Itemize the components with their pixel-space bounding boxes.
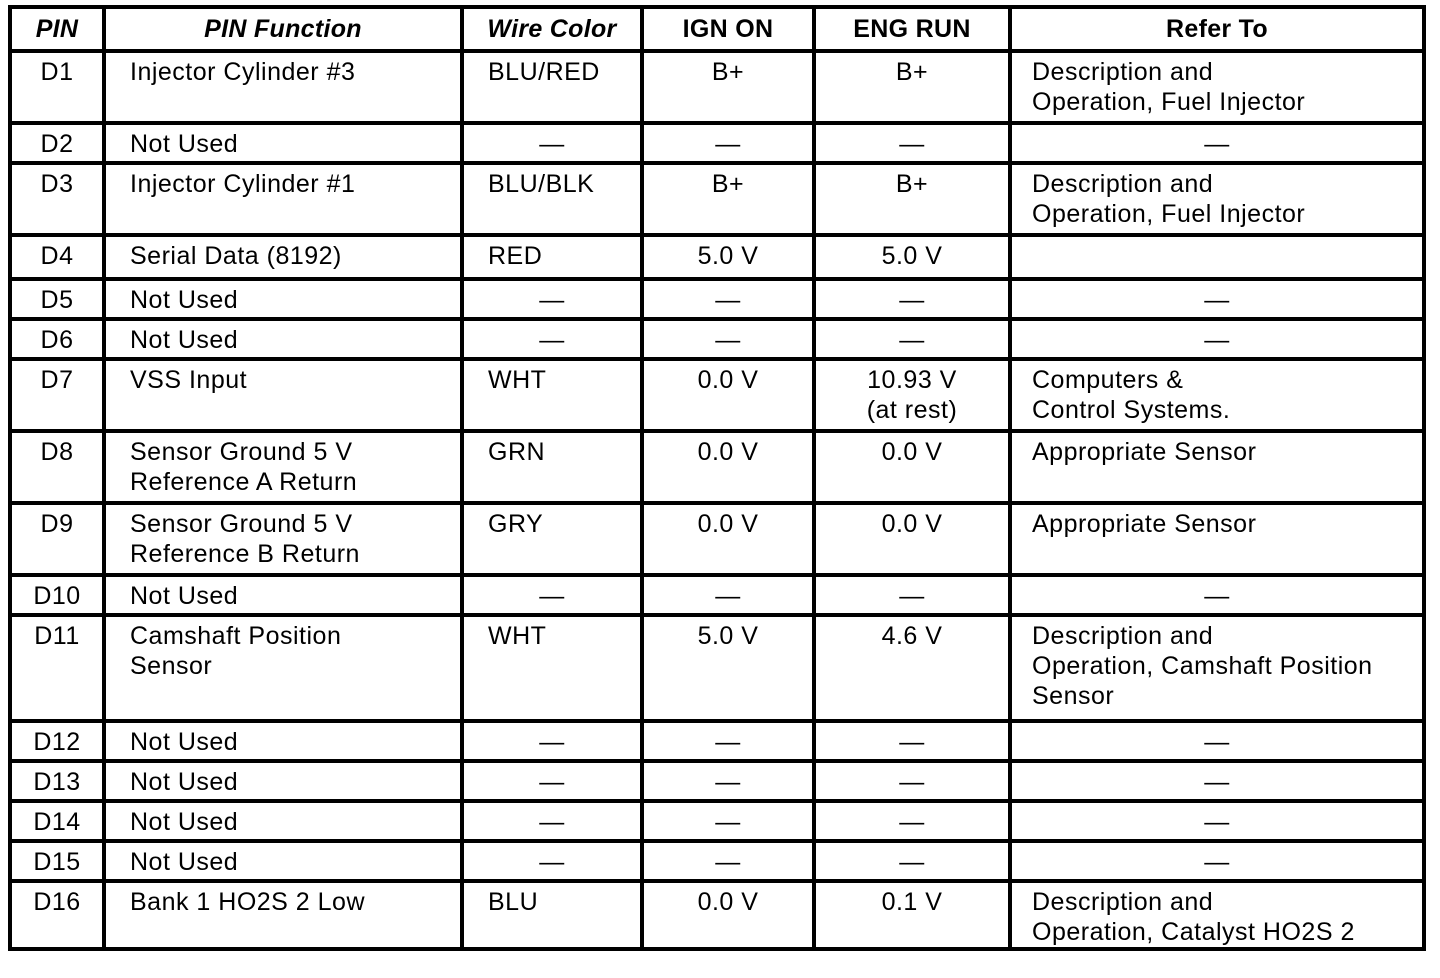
wire-color-cell: — bbox=[462, 801, 642, 841]
refer-to-cell: Computers & Control Systems. bbox=[1010, 359, 1424, 431]
eng-run-cell: — bbox=[814, 123, 1010, 163]
wire-color-cell: RED bbox=[462, 235, 642, 279]
refer-to-cell: — bbox=[1010, 721, 1424, 761]
eng-run-cell: B+ bbox=[814, 51, 1010, 123]
pin-function-cell: Not Used bbox=[104, 841, 462, 881]
pin-cell: D11 bbox=[10, 615, 104, 721]
wire-color-cell: — bbox=[462, 123, 642, 163]
table-row bbox=[10, 881, 1424, 949]
table-row bbox=[10, 163, 1424, 235]
pin-function-cell: Sensor Ground 5 V Reference B Return bbox=[104, 503, 462, 575]
table-body bbox=[10, 51, 1424, 949]
pin-cell: D5 bbox=[10, 279, 104, 319]
eng-run-cell: 0.0 V bbox=[814, 431, 1010, 503]
wire-color-cell: BLU/RED bbox=[462, 51, 642, 123]
refer-to-cell: — bbox=[1010, 123, 1424, 163]
wire-color-cell: — bbox=[462, 575, 642, 615]
wire-color-cell: BLU bbox=[462, 881, 642, 949]
table-header-row bbox=[10, 7, 1424, 51]
table-row bbox=[10, 503, 1424, 575]
eng-run-cell: 4.6 V bbox=[814, 615, 1010, 721]
table-row bbox=[10, 721, 1424, 761]
pin-function-cell: Not Used bbox=[104, 123, 462, 163]
table-row bbox=[10, 615, 1424, 721]
pin-cell: D14 bbox=[10, 801, 104, 841]
pin-cell: D4 bbox=[10, 235, 104, 279]
table-row bbox=[10, 575, 1424, 615]
pin-cell: D12 bbox=[10, 721, 104, 761]
pin-function-cell: Not Used bbox=[104, 279, 462, 319]
refer-to-cell: Description and Operation, Camshaft Position Sensor bbox=[1010, 615, 1424, 721]
ign-on-cell: — bbox=[642, 761, 814, 801]
refer-to-cell: — bbox=[1010, 319, 1424, 359]
wire-color-cell: GRN bbox=[462, 431, 642, 503]
pin-cell: D2 bbox=[10, 123, 104, 163]
header-eng-run: ENG RUN bbox=[814, 7, 1010, 51]
eng-run-cell: 0.0 V bbox=[814, 503, 1010, 575]
pin-cell: D8 bbox=[10, 431, 104, 503]
header-refer-to: Refer To bbox=[1010, 7, 1424, 51]
pin-function-cell: Serial Data (8192) bbox=[104, 235, 462, 279]
table-row bbox=[10, 761, 1424, 801]
pin-cell: D16 bbox=[10, 881, 104, 949]
eng-run-cell: — bbox=[814, 721, 1010, 761]
ign-on-cell: — bbox=[642, 575, 814, 615]
ign-on-cell: — bbox=[642, 721, 814, 761]
wire-color-cell: WHT bbox=[462, 359, 642, 431]
eng-run-cell: 0.1 V bbox=[814, 881, 1010, 949]
refer-to-cell: — bbox=[1010, 279, 1424, 319]
refer-to-cell: Description and Operation, Fuel Injector bbox=[1010, 51, 1424, 123]
eng-run-cell: — bbox=[814, 279, 1010, 319]
table-row bbox=[10, 123, 1424, 163]
pin-function-cell: VSS Input bbox=[104, 359, 462, 431]
ign-on-cell: B+ bbox=[642, 163, 814, 235]
wire-color-cell: GRY bbox=[462, 503, 642, 575]
refer-to-cell: Description and Operation, Fuel Injector bbox=[1010, 163, 1424, 235]
ign-on-cell: 5.0 V bbox=[642, 235, 814, 279]
pin-function-cell: Sensor Ground 5 V Reference A Return bbox=[104, 431, 462, 503]
pin-cell: D6 bbox=[10, 319, 104, 359]
refer-to-cell: — bbox=[1010, 761, 1424, 801]
pin-cell: D13 bbox=[10, 761, 104, 801]
wire-color-cell: — bbox=[462, 319, 642, 359]
pin-function-cell: Camshaft Position Sensor bbox=[104, 615, 462, 721]
table-row bbox=[10, 235, 1424, 279]
ign-on-cell: 0.0 V bbox=[642, 431, 814, 503]
pin-function-table bbox=[8, 5, 1426, 951]
pin-cell: D10 bbox=[10, 575, 104, 615]
ign-on-cell: 0.0 V bbox=[642, 503, 814, 575]
ign-on-cell: 0.0 V bbox=[642, 881, 814, 949]
pin-cell: D3 bbox=[10, 163, 104, 235]
eng-run-cell: 10.93 V (at rest) bbox=[814, 359, 1010, 431]
eng-run-cell: 5.0 V bbox=[814, 235, 1010, 279]
refer-to-cell: Description and Operation, Catalyst HO2S 2 bbox=[1010, 881, 1424, 949]
ign-on-cell: — bbox=[642, 279, 814, 319]
refer-to-cell bbox=[1010, 235, 1424, 279]
header-pin: PIN bbox=[10, 7, 104, 51]
eng-run-cell: — bbox=[814, 841, 1010, 881]
ign-on-cell: 0.0 V bbox=[642, 359, 814, 431]
table-row bbox=[10, 279, 1424, 319]
wire-color-cell: WHT bbox=[462, 615, 642, 721]
ign-on-cell: 5.0 V bbox=[642, 615, 814, 721]
pin-cell: D9 bbox=[10, 503, 104, 575]
eng-run-cell: — bbox=[814, 801, 1010, 841]
refer-to-cell: Appropriate Sensor bbox=[1010, 503, 1424, 575]
table-row bbox=[10, 431, 1424, 503]
eng-run-cell: — bbox=[814, 319, 1010, 359]
refer-to-cell: — bbox=[1010, 575, 1424, 615]
pin-function-cell: Not Used bbox=[104, 575, 462, 615]
pin-function-cell: Not Used bbox=[104, 721, 462, 761]
wire-color-cell: — bbox=[462, 721, 642, 761]
eng-run-cell: — bbox=[814, 575, 1010, 615]
pin-cell: D1 bbox=[10, 51, 104, 123]
refer-to-cell: — bbox=[1010, 841, 1424, 881]
pin-function-cell: Injector Cylinder #1 bbox=[104, 163, 462, 235]
ign-on-cell: — bbox=[642, 319, 814, 359]
ign-on-cell: B+ bbox=[642, 51, 814, 123]
pin-function-cell: Not Used bbox=[104, 801, 462, 841]
table-row bbox=[10, 801, 1424, 841]
pin-cell: D7 bbox=[10, 359, 104, 431]
wire-color-cell: BLU/BLK bbox=[462, 163, 642, 235]
table-row bbox=[10, 841, 1424, 881]
pin-function-cell: Injector Cylinder #3 bbox=[104, 51, 462, 123]
refer-to-cell: — bbox=[1010, 801, 1424, 841]
wire-color-cell: — bbox=[462, 761, 642, 801]
ign-on-cell: — bbox=[642, 841, 814, 881]
eng-run-cell: B+ bbox=[814, 163, 1010, 235]
header-ign-on: IGN ON bbox=[642, 7, 814, 51]
header-wire-color: Wire Color bbox=[462, 7, 642, 51]
ign-on-cell: — bbox=[642, 123, 814, 163]
table-row bbox=[10, 319, 1424, 359]
pin-function-cell: Not Used bbox=[104, 319, 462, 359]
table-row bbox=[10, 51, 1424, 123]
pin-cell: D15 bbox=[10, 841, 104, 881]
table-row bbox=[10, 359, 1424, 431]
eng-run-cell: — bbox=[814, 761, 1010, 801]
pin-function-cell: Bank 1 HO2S 2 Low bbox=[104, 881, 462, 949]
refer-to-cell: Appropriate Sensor bbox=[1010, 431, 1424, 503]
pin-function-cell: Not Used bbox=[104, 761, 462, 801]
wire-color-cell: — bbox=[462, 279, 642, 319]
header-pin-function: PIN Function bbox=[104, 7, 462, 51]
ign-on-cell: — bbox=[642, 801, 814, 841]
wire-color-cell: — bbox=[462, 841, 642, 881]
